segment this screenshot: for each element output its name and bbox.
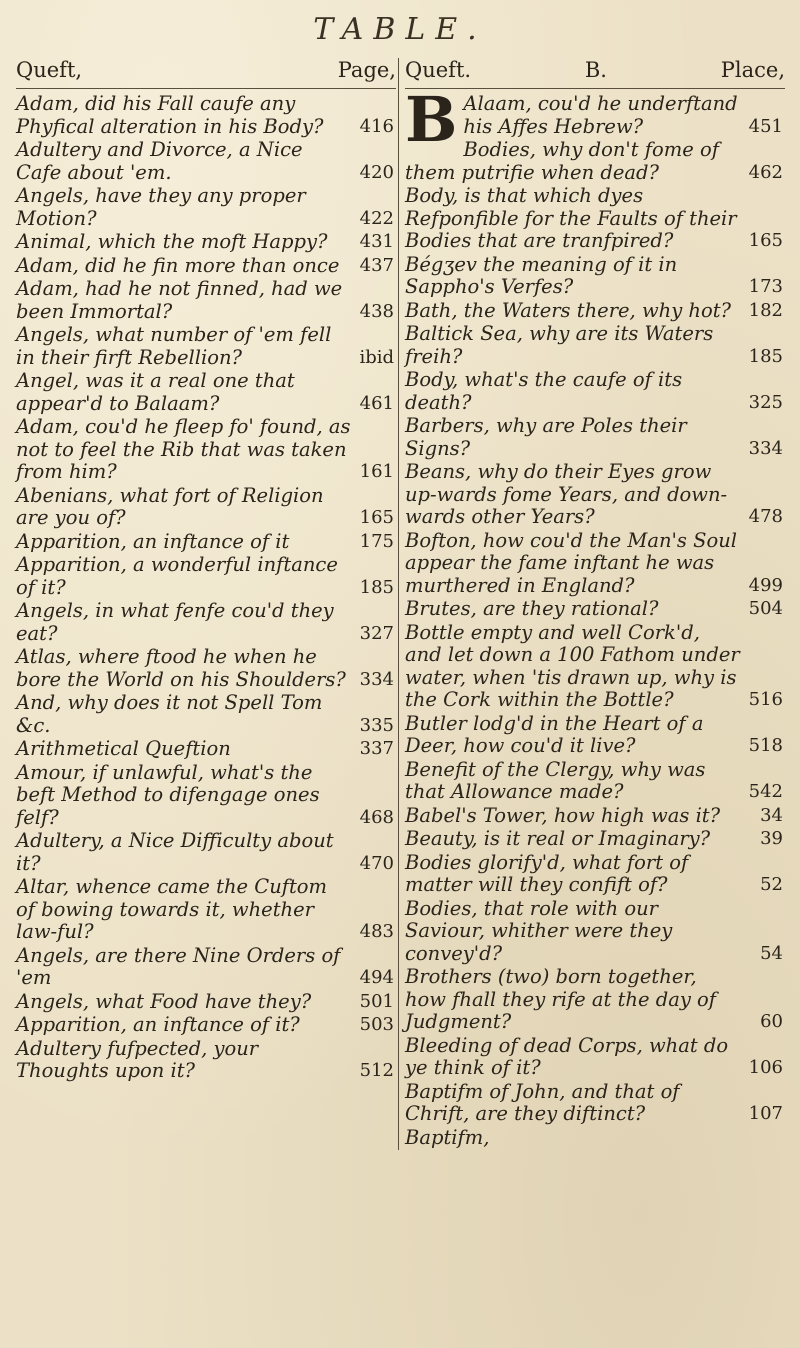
index-entry <box>16 876 396 944</box>
entry-text: Adam, did he fin more than once <box>16 253 340 277</box>
entry-text: Adam, cou'd he fleep fo' found, as not to feel the Rib that was taken from him? <box>16 415 351 483</box>
entry-page-number: 499 <box>748 574 783 596</box>
right-column <box>398 58 785 1150</box>
entry-page-number: 173 <box>748 276 783 297</box>
entry-text: Baptifm of John, and that of Chrift, are they diftinct? <box>405 1079 680 1125</box>
index-entry <box>405 415 785 460</box>
entry-page-number: 165 <box>359 507 394 528</box>
index-entry <box>16 255 396 278</box>
index-entry <box>16 646 396 691</box>
entry-page-number: 165 <box>748 230 783 251</box>
entry-page-number: 483 <box>359 921 394 942</box>
entry-text: Apparition, a wonderful inftance of it? <box>16 553 338 599</box>
index-entry <box>405 1127 785 1150</box>
left-column-header <box>16 58 396 89</box>
index-entry <box>16 370 396 415</box>
entry-page-number: 468 <box>359 806 394 828</box>
index-entry <box>405 805 785 828</box>
entry-text: Baptifm, <box>405 1125 490 1149</box>
entry-text: Abenians, what fort of Religion are you of? <box>16 483 324 529</box>
index-entry <box>405 759 785 804</box>
index-entry <box>405 530 785 598</box>
entry-text: Angels, have they any proper Motion? <box>16 184 306 230</box>
index-entry <box>16 324 396 369</box>
entry-page-number: 175 <box>359 530 394 552</box>
entry-text: Bodies glorify'd, what fort of matter will they confift of? <box>405 850 689 896</box>
entry-text: Beans, why do their Eyes grow up-wards fome Years, and down-wards other Years? <box>405 460 728 528</box>
entry-page-number: 470 <box>359 852 394 874</box>
entry-page-number: 420 <box>359 161 394 183</box>
right-column-header <box>405 58 785 89</box>
entry-page-number: 451 <box>748 115 783 137</box>
entry-page-number: 39 <box>760 828 783 849</box>
entry-page-number: 185 <box>748 345 783 367</box>
entry-page-number: 461 <box>359 392 394 414</box>
entry-page-number: 438 <box>359 300 394 322</box>
entry-text: Benefit of the Clergy, why was that Allowance made? <box>405 757 706 803</box>
entry-page-number: 516 <box>748 689 783 710</box>
entry-page-number: 504 <box>748 598 783 619</box>
entry-text: Arithmetical Queftion <box>16 737 231 760</box>
entry-page-number: 185 <box>359 576 394 598</box>
entry-text: Barbers, why are Poles their Signs? <box>405 414 687 460</box>
entry-text: Bodies, why don't fome of them putrifie when dead? <box>405 138 719 184</box>
index-entry <box>16 1014 396 1037</box>
index-entry <box>405 966 785 1034</box>
entry-text: Angels, what Food have they? <box>16 989 312 1013</box>
entry-text: Adam, had he not finned, had we been Immortal? <box>16 277 343 323</box>
entry-page-number: 107 <box>748 1103 783 1124</box>
entry-text: Apparition, an inftance of it? <box>16 1013 300 1036</box>
entry-page-number: 161 <box>359 461 394 482</box>
entry-page-number: 431 <box>359 231 394 252</box>
entry-text: And, why does it not Spell Tom &c. <box>16 691 323 737</box>
entry-text: Altar, whence came the Cuftom of bowing towards it, whether law-ful? <box>16 875 328 943</box>
left-header-queft: Queft, <box>16 58 83 82</box>
index-entry <box>405 369 785 414</box>
entry-page-number: 416 <box>359 115 394 137</box>
entry-page-number: ibid <box>359 346 394 368</box>
index-entry <box>405 300 785 323</box>
entry-text: Bath, the Waters there, why hot? <box>405 298 732 322</box>
entry-text: Brothers (two) born together, how fhall they rife at the day of Judgment? <box>405 965 717 1033</box>
entry-text: Angels, what number of 'em fell in their firft Rebellion? <box>16 323 332 369</box>
left-entries <box>16 93 396 1083</box>
left-header-page: Page, <box>337 58 396 82</box>
index-entry <box>405 852 785 897</box>
running-title: TABLE. <box>313 12 487 47</box>
entry-page-number: 54 <box>760 942 783 964</box>
index-entry <box>16 185 396 230</box>
index-entry <box>16 416 396 484</box>
drop-capital: B <box>405 83 458 156</box>
entry-text: Butler lodg'd in the Heart of a Deer, how cou'd it live? <box>405 711 704 757</box>
entry-page-number: 422 <box>359 207 394 229</box>
index-entry <box>405 1035 785 1080</box>
entry-page-number: 542 <box>748 781 783 802</box>
right-header-queft: Queft. <box>405 58 472 82</box>
index-entry <box>405 1081 785 1126</box>
entry-page-number: 60 <box>760 1011 783 1032</box>
left-column <box>16 58 396 1084</box>
entry-page-number: 325 <box>748 391 783 413</box>
index-entry <box>16 485 396 530</box>
entry-page-number: 327 <box>359 622 394 644</box>
entry-text: Bégʒev the meaning of it in Sappho's Verfes? <box>405 252 678 298</box>
entry-text: Bodies, that role with our Saviour, whither were they convey'd? <box>405 896 673 965</box>
entry-page-number: 518 <box>748 735 783 756</box>
entry-page-number: 462 <box>748 161 783 183</box>
index-entry <box>16 1038 396 1083</box>
entry-text: Babel's Tower, how high was it? <box>405 803 721 827</box>
entry-text: Brutes, are they rational? <box>405 597 659 620</box>
entry-text: Apparition, an inftance of it <box>16 529 290 553</box>
index-entry <box>405 254 785 299</box>
entry-page-number: 437 <box>359 254 394 276</box>
entry-page-number: 337 <box>359 738 394 759</box>
index-entry <box>16 139 396 184</box>
entry-page-number: 335 <box>359 714 394 736</box>
index-entry <box>405 93 785 138</box>
entry-text: Amour, if unlawful, what's the beft Method to difengage ones felf? <box>16 760 320 829</box>
entry-page-number: 512 <box>359 1060 394 1081</box>
index-entry <box>16 738 396 761</box>
index-entry <box>16 93 396 138</box>
entry-text: Angels, are there Nine Orders of 'em <box>16 943 341 989</box>
index-entry <box>16 945 396 990</box>
index-entry <box>16 991 396 1014</box>
entry-text: Baltick Sea, why are its Waters freih? <box>405 322 714 368</box>
entry-page-number: 52 <box>760 874 783 895</box>
entry-text: Adultery and Divorce, a Nice Cafe about 'em. <box>16 138 303 184</box>
index-entry <box>16 231 396 254</box>
entry-text: Angel, was it a real one that appear'd to Balaam? <box>16 369 295 415</box>
entry-text: Body, is that which dyes Refponfible for the Faults of their Bodies that are tranfpired? <box>405 184 737 252</box>
entry-text: Bleeding of dead Corps, what do ye think of it? <box>405 1033 729 1079</box>
index-entry <box>16 692 396 737</box>
entry-text: Animal, which the moft Happy? <box>16 230 328 253</box>
index-entry <box>405 461 785 529</box>
entry-page-number: 503 <box>359 1014 394 1035</box>
entry-page-number: 334 <box>748 437 783 459</box>
entry-text: Angels, in what fenfe cou'd they eat? <box>16 599 334 645</box>
index-entry <box>16 554 396 599</box>
index-entry <box>16 762 396 830</box>
entry-text: Bottle empty and well Cork'd, and let down a 100 Fathom under water, when 'tis drawn up, why is the Cork within the Bottle? <box>405 620 740 711</box>
index-entry <box>405 139 785 184</box>
right-header-letter: B. <box>584 58 607 82</box>
index-entry <box>405 828 785 851</box>
entry-page-number: 494 <box>359 967 394 988</box>
entry-text: Adultery, a Nice Difficulty about it? <box>16 829 334 875</box>
right-entries <box>405 83 785 1149</box>
entry-text: Bofton, how cou'd the Man's Soul appear the fame inftant he was murthered in England? <box>405 528 738 597</box>
entry-text: Atlas, where ftood he when he bore the World on his Shoulders? <box>16 645 346 691</box>
entry-text: Beauty, is it real or Imaginary? <box>405 827 711 850</box>
right-header-place: Place, <box>720 58 785 82</box>
index-entry <box>16 278 396 323</box>
index-entry <box>16 600 396 645</box>
index-entry <box>16 531 396 554</box>
index-entry <box>405 898 785 966</box>
index-entry <box>405 323 785 368</box>
entry-page-number: 334 <box>359 668 394 690</box>
entry-text: Body, what's the caufe of its death? <box>405 368 683 414</box>
entry-page-number: 106 <box>748 1057 783 1078</box>
index-entry <box>405 185 785 253</box>
entry-text: Adam, did his Fall caufe any Phyfical alteration in his Body? <box>16 92 324 138</box>
entry-text: Adultery fufpected, your Thoughts upon it? <box>16 1036 259 1082</box>
entry-page-number: 478 <box>748 506 783 527</box>
entry-page-number: 34 <box>760 804 783 826</box>
index-entry <box>16 830 396 875</box>
entry-page-number: 182 <box>748 299 783 321</box>
entry-text: Alaam, cou'd he underftand his Affes Hebrew? <box>463 92 738 138</box>
index-entry <box>405 622 785 712</box>
index-entry <box>405 598 785 621</box>
entry-page-number: 501 <box>359 990 394 1012</box>
index-entry <box>405 713 785 758</box>
